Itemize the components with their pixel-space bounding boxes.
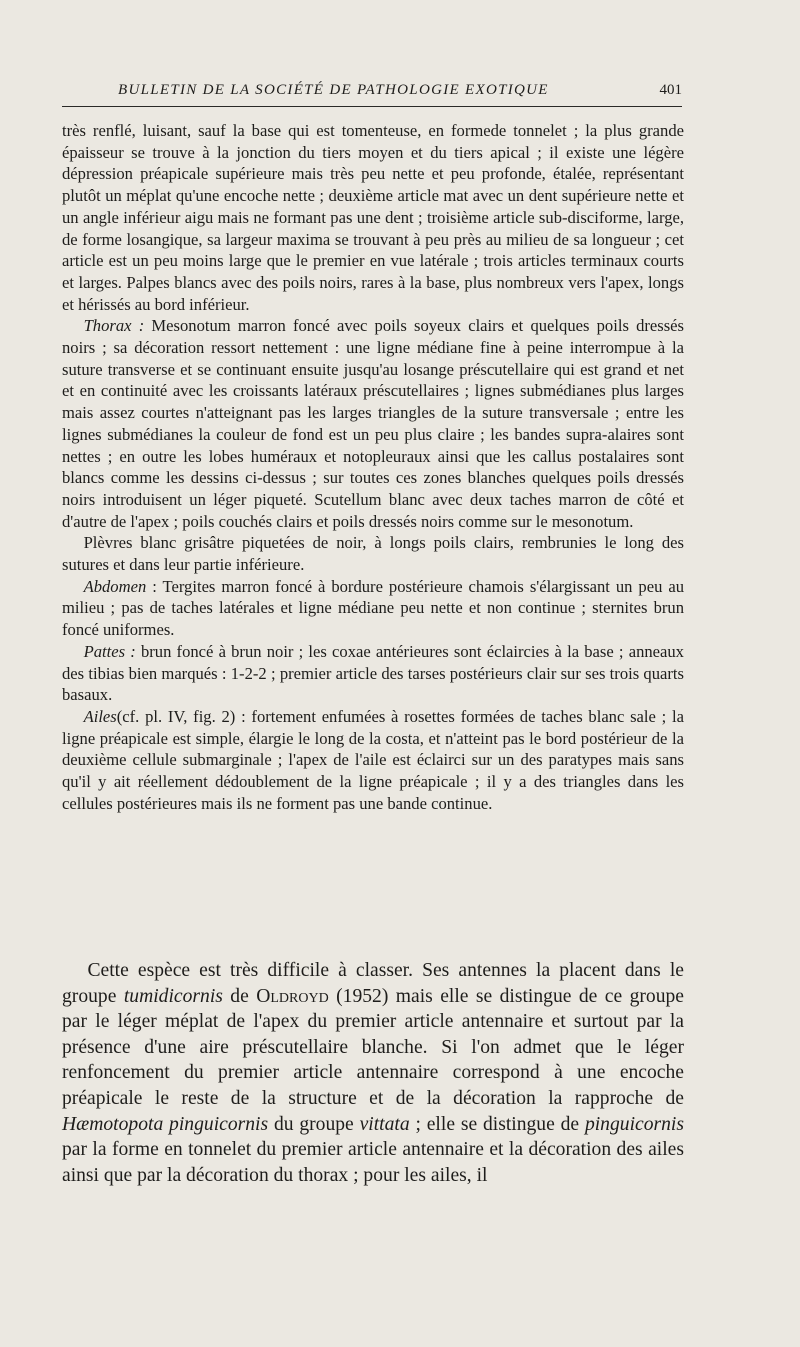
thorax-text: Mesonotum marron foncé avec poils soyeux clairs et quelques poils dressés noirs ; sa décoration ressort nettement : une ligne médiane fine à peine interrompue à la suture transverse et se continuant ensuite jusqu'au losange préscutellaire qui est grand et net et en continuité avec les croissants latéraux préscutellaires ; lignes submédianes plus larges mais assez courtes n'atteignant pas les larges triangles de la suture transversale ; entre les lignes submédianes la couleur de fond est un peu plus claire ; les bandes supra-alaires sont nettes ; en outre les lobes huméraux et notopleuraux ainsi que les callus postalaires sont blancs comme les dessins ci-dessus ; sur toutes ces zones blanches quelques poils dressés noirs introduisent un léger piqueté. Scutellum blanc avec deux taches marron de côté et d'autre de l'apex ; poils couchés clairs et poils dressés noirs comme sur le mesonotum. xyxy=(62,316,684,531)
species-description xyxy=(62,120,684,815)
journal-title: BULLETIN DE LA SOCIÉTÉ DE PATHOLOGIE EXOTIQUE xyxy=(118,82,549,98)
abdomen-paragraph xyxy=(62,576,684,641)
abdomen-text: : Tergites marron foncé à bordure postérieure chamois s'élargissant un peu au milieu ; pas de taches latérales et ligne médiane peu nette et non continue ; sternites brun foncé uniformes. xyxy=(62,576,684,640)
author-citation: Oldroyd xyxy=(256,985,329,1007)
discussion-section xyxy=(62,958,684,1188)
legs-text: brun foncé à brun noir ; les coxae antérieures sont éclaircies à la base ; anneaux des tibias bien marqués : 1-2-2 ; premier article des tarses postérieurs clair sur ses trois quarts basaux. xyxy=(62,641,684,705)
taxon-group-tumidicornis: tumidicornis xyxy=(123,985,223,1007)
discussion-text-2: de xyxy=(222,985,257,1007)
discussion-paragraph xyxy=(62,958,684,1188)
taxon-haemotopota-pinguicornis: Hæmotopota pinguicornis xyxy=(62,1113,269,1135)
abdomen-label: Abdomen xyxy=(83,576,147,596)
thorax-paragraph xyxy=(62,315,684,532)
discussion-text-5: ; elle se distingue de xyxy=(409,1113,585,1135)
antennae-paragraph: très renflé, luisant, sauf la base qui est tomenteuse, en formede tonnelet ; la plus grande épaisseur se trouve à la jonction du tiers moyen et du tiers apical ; il existe une légère dépression préapicale supérieure mais très peu nette et peu profonde, étalée, représentant plutôt un méplat qu'une encoche nette ; deuxième article mat avec un dent supérieure nette et un angle inférieur aigu mais ne formant pas une dent ; troisième article sub-disciforme, large, de forme losangique, sa largeur maxima se trouvant à peu près au milieu de sa longueur ; cet article est un peu moins large que le premier en vue latérale ; trois articles terminaux courts et larges. Palpes blancs avec des poils noirs, rares à la base, plus nombreux vers l'apex, longs et hérissés au bord inférieur. xyxy=(62,121,684,314)
discussion-text-4: du groupe xyxy=(268,1113,360,1135)
pleura-paragraph: Plèvres blanc grisâtre piquetées de noir, à longs poils clairs, rembrunies le long des sutures et dans leur partie inférieure. xyxy=(62,533,684,575)
wings-paragraph xyxy=(62,706,684,815)
discussion-text-1: Cette espèce est très difficile à classer. Ses antennes la placent dans le groupe xyxy=(62,960,684,1007)
legs-label: Pattes : xyxy=(83,641,136,661)
discussion-text-6: par la forme en tonnelet du premier article antennaire et la décoration des ailes ainsi que par la décoration du thorax ; pour les ailes, il xyxy=(62,1139,684,1186)
taxon-group-vittata: vittata xyxy=(359,1113,410,1135)
discussion-text-3: (1952) mais elle se distingue de ce groupe par le léger méplat de l'apex du premier article antennaire et surtout par la présence d'une aire préscutellaire blanche. Si l'on admet que le léger renfoncement du premier article antennaire correspond à une encoche préapicale le reste de la structure et de la décoration la rapproche de xyxy=(62,985,684,1109)
page-number: 401 xyxy=(659,82,682,98)
running-header xyxy=(62,82,682,107)
legs-paragraph xyxy=(62,641,684,706)
thorax-label: Thorax : xyxy=(83,316,145,336)
taxon-pinguicornis: pinguicornis xyxy=(584,1113,684,1135)
wings-label: Ailes xyxy=(83,706,117,726)
wings-text: (cf. pl. IV, fig. 2) : fortement enfumées à rosettes formées de taches blanc sale ; la ligne préapicale est simple, élargie le long de la costa, et n'atteint pas le bord postérieur de la deuxième cellule submarginale ; l'apex de l'aile est éclairci sur un des paratypes mais sans qu'il y ait réellement dédoublement de la ligne préapicale ; il y a des triangles dans les cellules postérieures mais ils ne forment pas une bande continue. xyxy=(62,706,684,813)
